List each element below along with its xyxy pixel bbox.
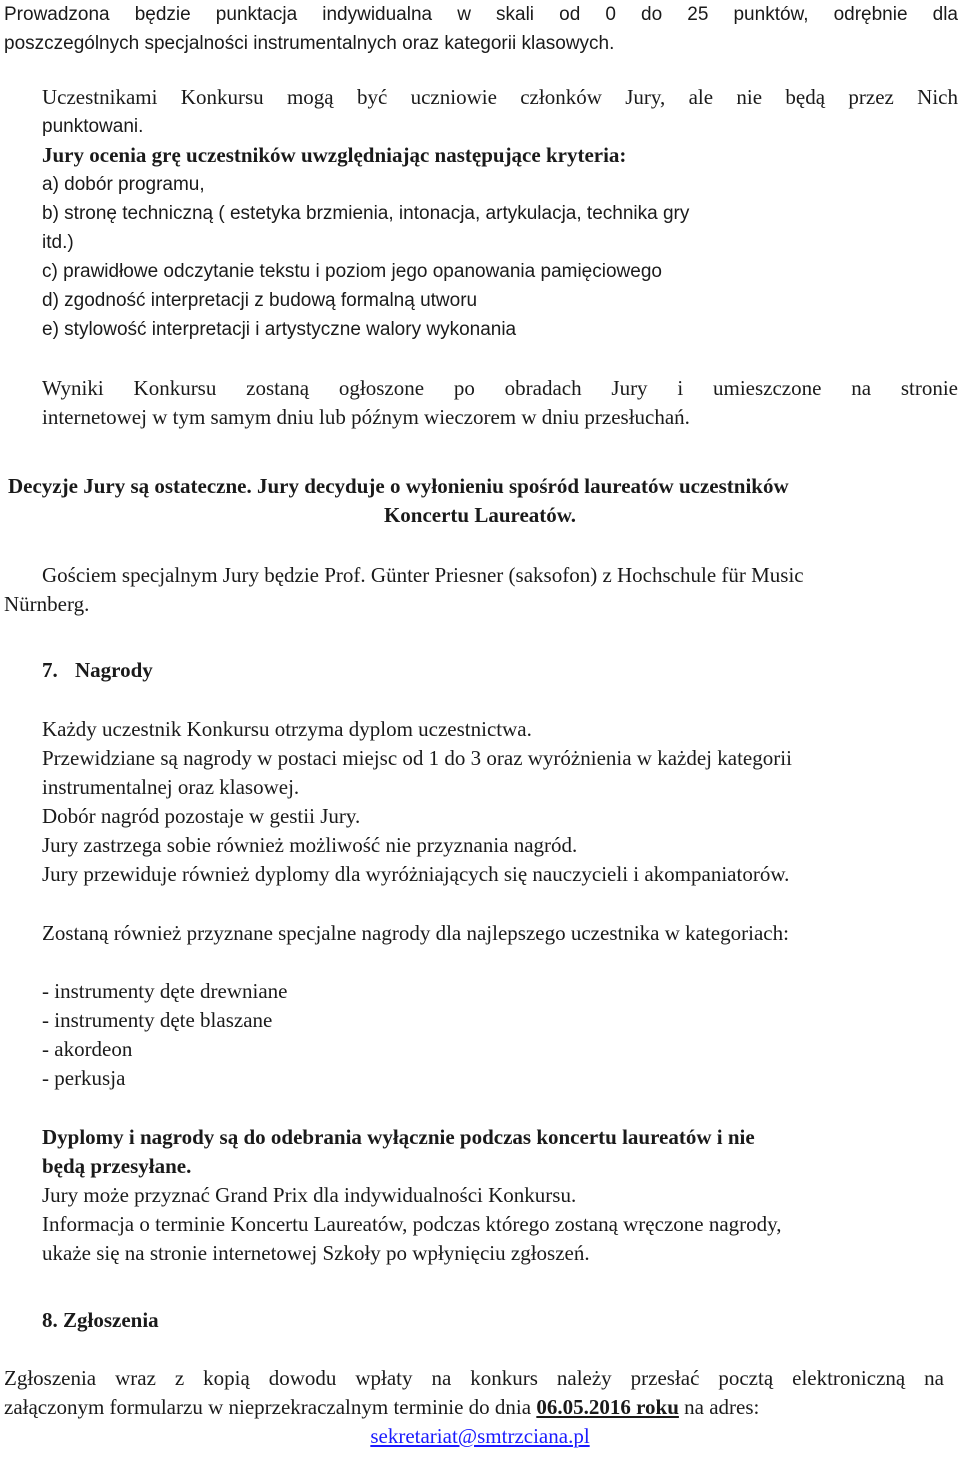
section-7-heading: [42, 656, 153, 685]
section-7-title: Nagrody: [75, 658, 153, 682]
results-line-1: Wyniki Konkursu zostaną ogłoszone po obradach Jury i umieszczone na stronie: [42, 376, 958, 400]
applications-line-2: [4, 1393, 759, 1422]
criteria-c: c) prawidłowe odczytanie tekstu i poziom jego opanowania pamięciowego: [42, 261, 662, 282]
prize-p2-line-2: instrumentalnej oraz klasowej.: [42, 775, 300, 799]
prize-p1: Każdy uczestnik Konkursu otrzyma dyplom uczestnictwa.: [42, 717, 532, 741]
prize-p3: Dobór nagród pozostaje w gestii Jury.: [42, 804, 361, 828]
applications-line-2-text: załączonym formularzu w nieprzekraczalnym terminie do dnia: [4, 1395, 537, 1419]
prize-p4: Jury zastrzega sobie również możliwość nie przyznania nagród.: [42, 833, 578, 857]
intro-line-3: Uczestnikami Konkursu mogą być uczniowie członków Jury, ale nie będą przez Nich: [42, 85, 958, 109]
concert-info-line-1: Informacja o terminie Koncertu Laureatów, podczas którego zostaną wręczone nagrody,: [42, 1212, 782, 1236]
category-list-item: - instrumenty dęte blaszane: [42, 1008, 273, 1032]
grand-prix-text: Jury może przyznać Grand Prix dla indywidualności Konkursu.: [42, 1183, 577, 1207]
criteria-b-line-2: itd.): [42, 232, 74, 253]
intro-line-4: punktowani.: [42, 116, 144, 137]
diplomas-notice-line-2: będą przesyłane.: [42, 1154, 192, 1178]
category-list-item: - instrumenty dęte drewniane: [42, 979, 288, 1003]
email-row: [0, 1422, 960, 1451]
applications-line-2-end: na adres:: [678, 1395, 760, 1419]
prize-p5: Jury przewiduje również dyplomy dla wyróżniających się nauczycieli i akompaniatorów.: [42, 862, 790, 886]
diplomas-notice-line-1: Dyplomy i nagrody są do odebrania wyłącznie podczas koncertu laureatów i nie: [42, 1125, 755, 1149]
prize-p2-line-1: Przewidziane są nagrody w postaci miejsc od 1 do 3 oraz wyróżnienia w każdej kategorii: [42, 746, 792, 770]
decision-line-1: Decyzje Jury są ostateczne. Jury decyduje o wyłonieniu spośród laureatów uczestników: [8, 474, 789, 498]
concert-info-line-2: ukaże się na stronie internetowej Szkoły po wpłynięciu zgłoszeń.: [42, 1241, 590, 1265]
deadline-date: 06.05.2016 roku: [536, 1395, 679, 1419]
category-list-item: - akordeon: [42, 1037, 133, 1061]
results-line-2: internetowej w tym samym dniu lub późnym wieczorem w dniu przesłuchań.: [42, 405, 690, 429]
section-8-title: 8. Zgłoszenia: [42, 1308, 159, 1332]
special-prizes-intro: Zostaną również przyznane specjalne nagrody dla najlepszego uczestnika w kategoriach:: [42, 921, 789, 945]
email-link[interactable]: sekretariat@smtrzciana.pl: [370, 1424, 590, 1448]
intro-line-1: Prowadzona będzie punktacja indywidualna w skali od 0 do 25 punktów, odrębnie dla: [4, 4, 958, 25]
category-list-item: - perkusja: [42, 1066, 126, 1090]
guest-line-1: Gościem specjalnym Jury będzie Prof. Günter Priesner (saksofon) z Hochschule für Music: [42, 563, 804, 587]
criteria-d: d) zgodność interpretacji z budową formalną utworu: [42, 290, 478, 311]
intro-line-2: poszczególnych specjalności instrumentalnych oraz kategorii klasowych.: [4, 33, 615, 54]
criteria-b-line-1: b) stronę techniczną ( estetyka brzmienia, intonacja, artykulacja, technika gry: [42, 203, 690, 224]
decision-line-2: Koncertu Laureatów.: [383, 503, 577, 527]
criteria-a: a) dobór programu,: [42, 174, 205, 195]
criteria-heading: Jury ocenia grę uczestników uwzględniając następujące kryteria:: [42, 143, 627, 167]
guest-line-2: Nürnberg.: [4, 592, 90, 616]
section-7-number: 7.: [42, 658, 58, 682]
criteria-e: e) stylowość interpretacji i artystyczne walory wykonania: [42, 319, 517, 340]
applications-line-1: Zgłoszenia wraz z kopią dowodu wpłaty na konkurs należy przesłać pocztą elektroniczną na: [4, 1366, 944, 1390]
